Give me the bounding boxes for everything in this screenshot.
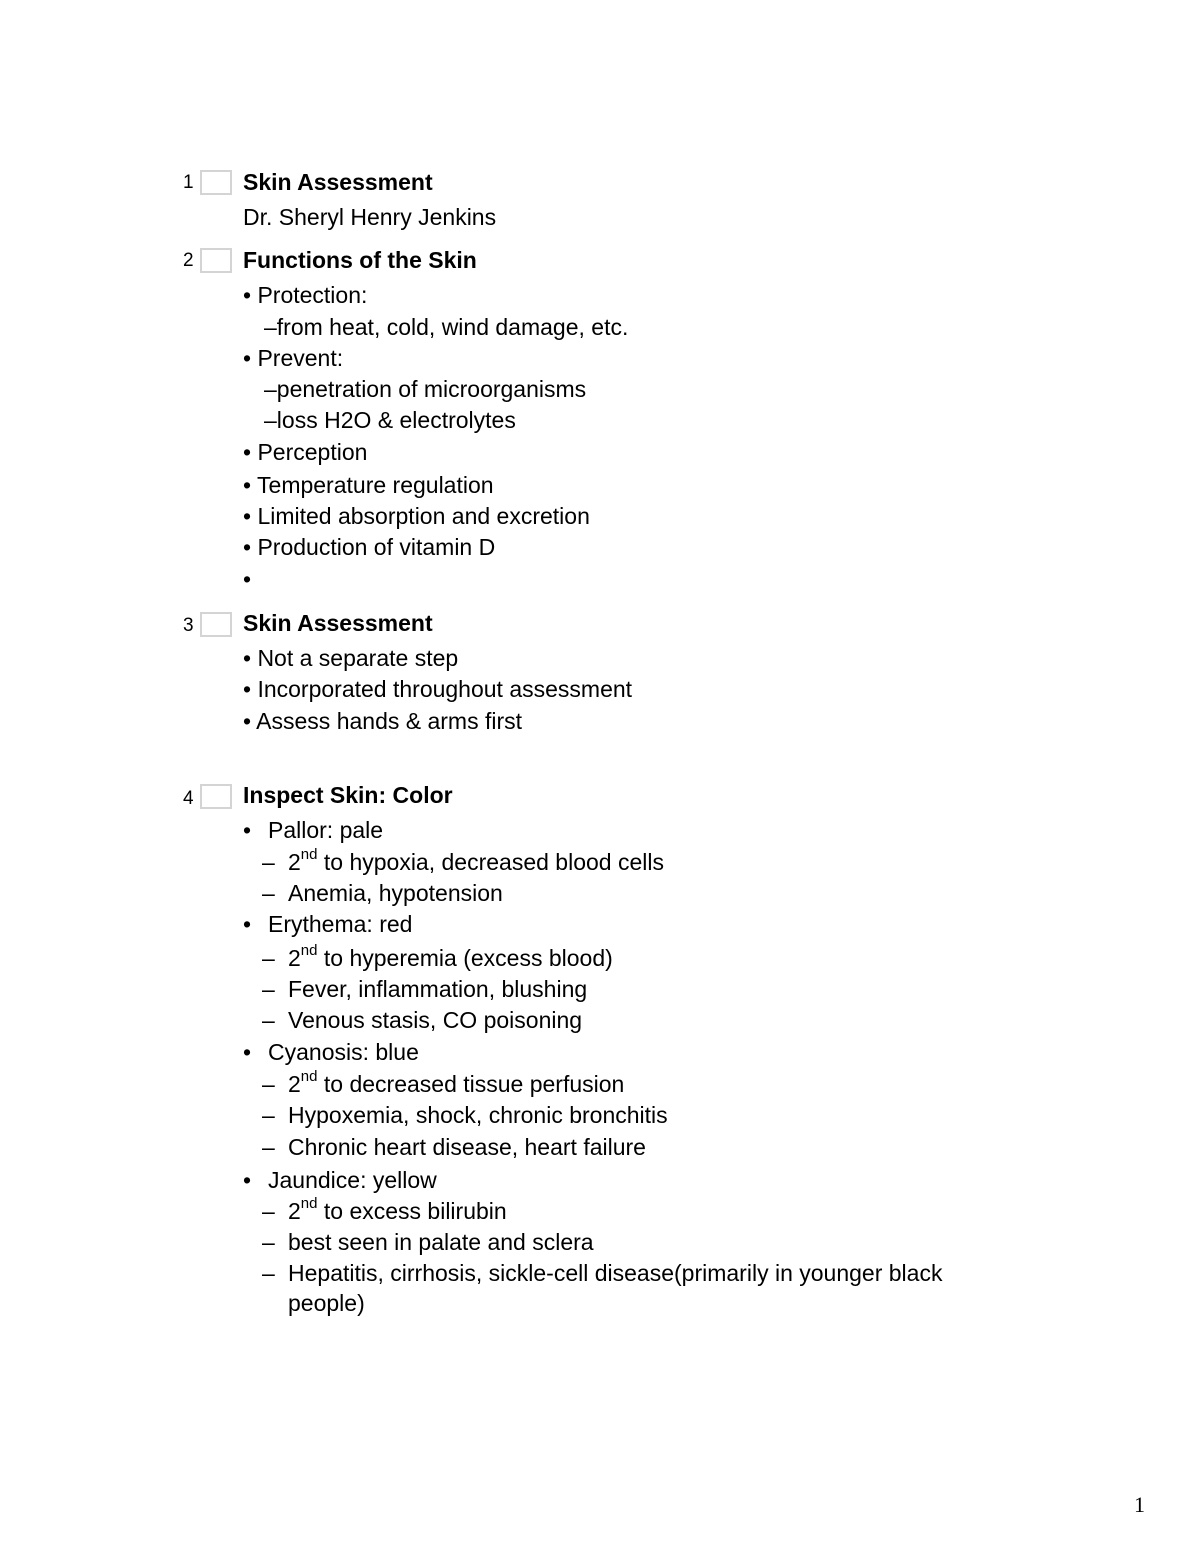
bullet-marker: • [243, 817, 252, 843]
sub-item: 2nd to hyperemia (excess blood) [288, 942, 613, 971]
bullet-marker: • [243, 1167, 252, 1193]
sub-item: 2nd to hypoxia, decreased blood cells [288, 846, 664, 875]
bullet-item: Pallor: pale [268, 817, 384, 843]
sub-item: Venous stasis, CO poisoning [288, 1007, 583, 1033]
slide-title: Skin Assessment [243, 610, 433, 636]
bullet-item: Cyanosis: blue [268, 1039, 419, 1065]
dash-marker: – [262, 945, 275, 971]
slide-author: Dr. Sheryl Henry Jenkins [243, 204, 497, 230]
slide-thumbnail [200, 612, 232, 637]
bullet-item: • Temperature regulation [243, 472, 494, 498]
sub-item: Hepatitis, cirrhosis, sickle-cell disease(primarily in younger black [288, 1260, 943, 1286]
bullet-item: • Production of vitamin D [243, 534, 496, 560]
dash-marker: – [262, 1134, 275, 1160]
bullet-item: • Limited absorption and excretion [243, 503, 590, 529]
slide-thumbnail [200, 248, 232, 273]
dash-marker: – [262, 1102, 275, 1128]
slide-number: 1 [183, 172, 194, 193]
dash-marker: – [262, 1260, 275, 1286]
sub-item: Fever, inflammation, blushing [288, 976, 588, 1002]
sub-item: Hypoxemia, shock, chronic bronchitis [288, 1102, 668, 1128]
sub-item: 2nd to decreased tissue perfusion [288, 1068, 625, 1097]
sub-item: –penetration of microorganisms [264, 376, 587, 402]
sub-item: best seen in palate and sclera [288, 1229, 594, 1255]
bullet-item: • Prevent: [243, 345, 344, 371]
dash-marker: – [262, 880, 275, 906]
bullet-item: Jaundice: yellow [268, 1167, 437, 1193]
slide-number: 3 [183, 615, 194, 636]
bullet-item: Erythema: red [268, 911, 413, 937]
bullet-item: • Not a separate step [243, 645, 459, 671]
slide-thumbnail [200, 170, 232, 195]
bullet-marker: • [243, 1039, 252, 1065]
bullet-item: • Assess hands & arms first [243, 708, 523, 734]
dash-marker: – [262, 976, 275, 1002]
slide-title: Skin Assessment [243, 169, 433, 195]
slide-number: 2 [183, 250, 194, 271]
dash-marker: – [262, 1229, 275, 1255]
sub-item: –from heat, cold, wind damage, etc. [264, 314, 629, 340]
slide-title: Inspect Skin: Color [243, 782, 453, 808]
bullet-item: • Incorporated throughout assessment [243, 676, 633, 702]
dash-marker: – [262, 1071, 275, 1097]
bullet-item: • Protection: [243, 282, 368, 308]
bullet-marker: • [243, 911, 252, 937]
sub-item: Anemia, hypotension [288, 880, 503, 906]
slide-title: Functions of the Skin [243, 247, 477, 273]
sub-item: Chronic heart disease, heart failure [288, 1134, 646, 1160]
bullet-item: • Perception [243, 439, 368, 465]
sub-item: –loss H2O & electrolytes [264, 407, 516, 433]
page-number: 1 [1134, 1492, 1145, 1517]
dash-marker: – [262, 1198, 275, 1224]
dash-marker: – [262, 849, 275, 875]
sub-item-continuation: people) [288, 1290, 365, 1316]
bullet-item: • [243, 566, 252, 592]
slide-thumbnail [200, 784, 232, 809]
dash-marker: – [262, 1007, 275, 1033]
sub-item: 2nd to excess bilirubin [288, 1195, 507, 1224]
slide-number: 4 [183, 788, 194, 809]
